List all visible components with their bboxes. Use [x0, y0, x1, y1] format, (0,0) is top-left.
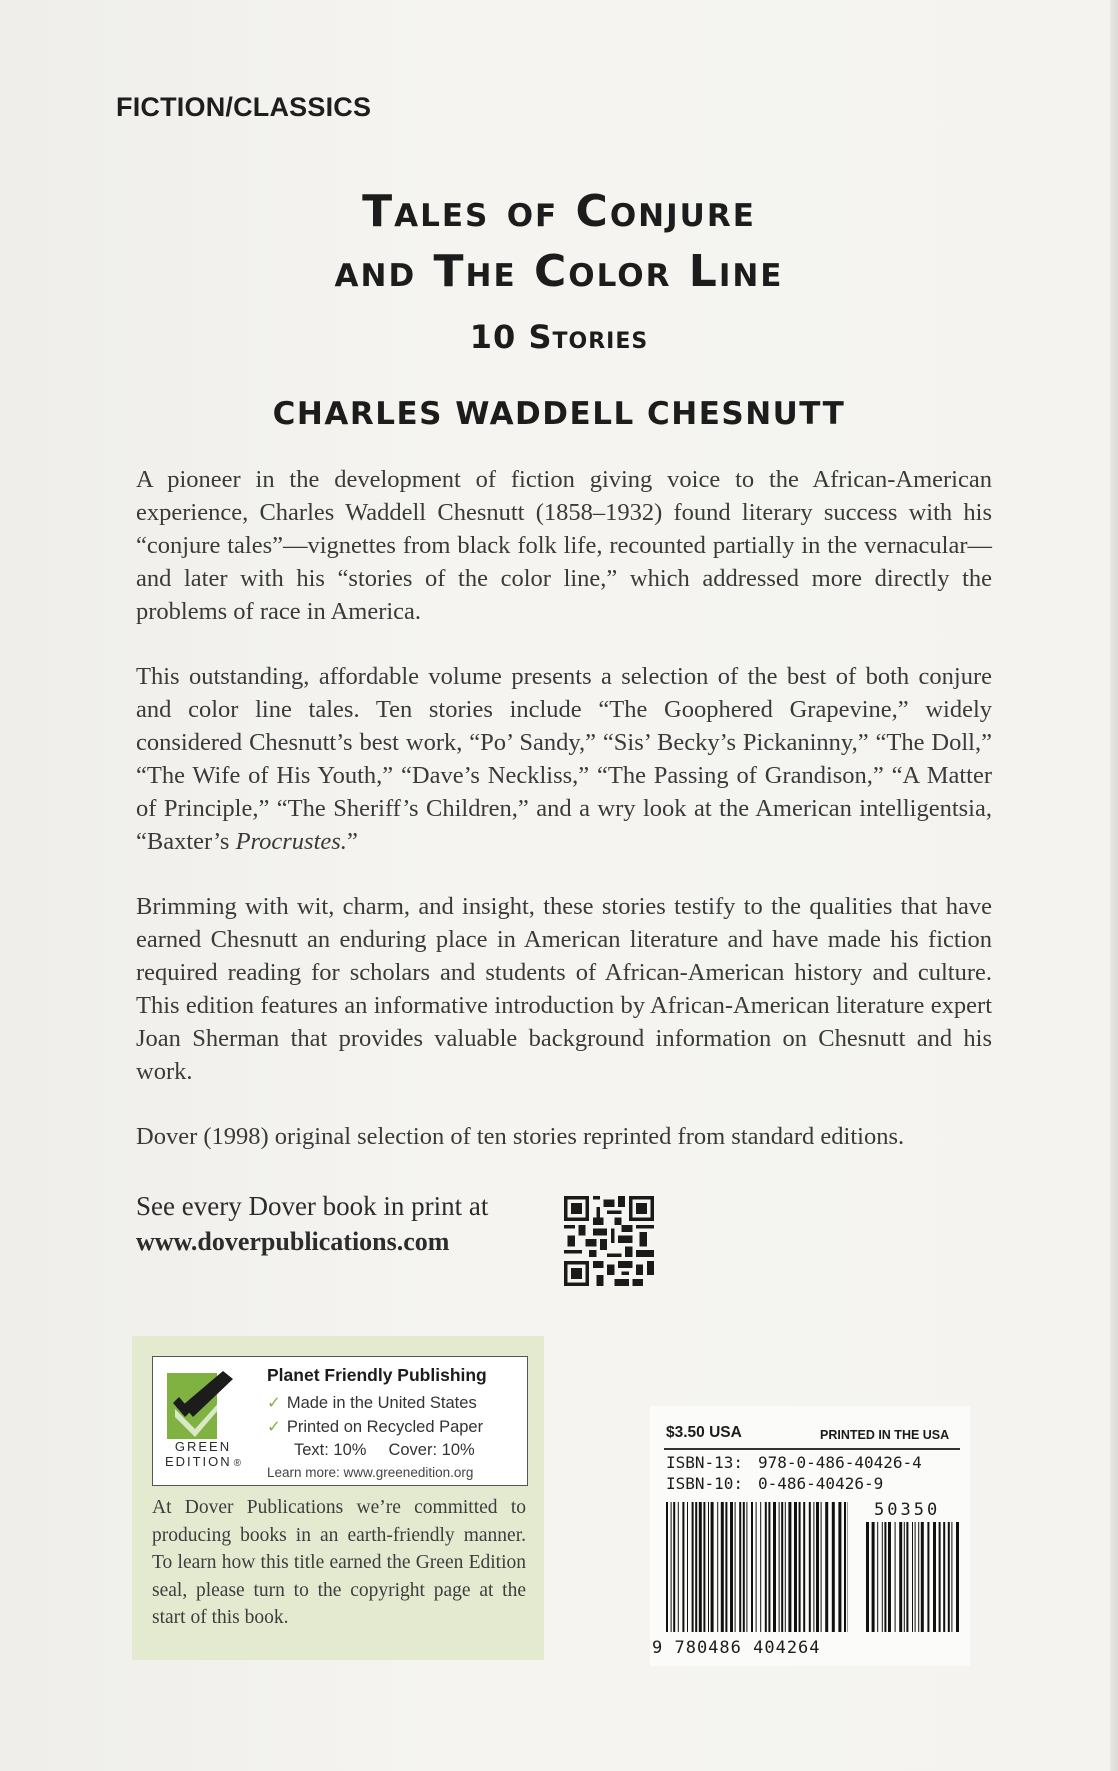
barcode-bar [692, 1502, 694, 1632]
barcode-bar [956, 1522, 959, 1632]
barcode-bar [751, 1502, 753, 1632]
barcode-bar [768, 1502, 770, 1632]
barcode-bar [906, 1522, 908, 1632]
see-every-text: See every Dover book in print at [136, 1191, 489, 1221]
printed-in-usa: PRINTED IN THE USA [820, 1428, 950, 1442]
barcode-bar [813, 1502, 814, 1632]
barcode-bar [844, 1502, 846, 1632]
barcode-bar [687, 1502, 688, 1632]
barcode-bar [918, 1522, 919, 1632]
isbn-13-value: 978-0-486-40426-4 [758, 1453, 922, 1472]
barcode-bar [788, 1502, 791, 1632]
barcode-bar [743, 1502, 745, 1632]
barcode-bar [821, 1502, 822, 1632]
barcode-bar [794, 1502, 797, 1632]
cover-percentage: Cover: 10% [388, 1441, 475, 1459]
barcode-bar [666, 1502, 668, 1632]
seal-heading: Planet Friendly Publishing [267, 1365, 487, 1385]
barcode-bar [899, 1522, 902, 1632]
barcode-bar [671, 1502, 672, 1632]
barcode-bar [933, 1522, 936, 1632]
barcode-bar [809, 1502, 811, 1632]
barcode-bar [877, 1522, 878, 1632]
green-edition-paragraph: At Dover Publications we’re committed to producing books in an earth-friendly manner. To learn how this title earned the Green Edition seal, please turn to the copyright page at the start of this book. [152, 1497, 526, 1628]
seal-line-1-text: Made in the United States [286, 1394, 477, 1412]
barcode-bar [721, 1502, 724, 1632]
barcode-bar [882, 1522, 883, 1632]
isbn-13 [666, 1453, 922, 1472]
barcode-addon-number: 50350 [874, 1500, 941, 1520]
barcode-bar [803, 1502, 805, 1632]
barcode-bar [739, 1502, 741, 1632]
barcode-bar [699, 1502, 702, 1632]
barcode-bar [948, 1522, 950, 1632]
barcode-bar [927, 1522, 929, 1632]
website-link[interactable]: www.doverpublications.com [136, 1227, 450, 1256]
barcode-bar [735, 1502, 736, 1632]
author-name: CHARLES WADDELL CHESNUTT [272, 396, 846, 432]
barcode-bar [888, 1522, 891, 1632]
barcode-bar [708, 1502, 709, 1632]
barcode-panel [650, 1406, 970, 1666]
logo-word-edition [161, 1454, 245, 1471]
check-icon: ✓ [267, 1394, 281, 1412]
edition-note: Dover (1998) original selection of ten stories reprinted from standard editions. [136, 1123, 905, 1150]
barcode-bar [951, 1522, 952, 1632]
isbn-10-value: 0-486-40426-9 [758, 1474, 884, 1493]
registered-mark: ® [233, 1458, 242, 1469]
barcode-bar [773, 1502, 776, 1632]
ean-number: 9 780486 404264 [652, 1638, 821, 1658]
description-paragraph-3: Brimming with wit, charm, and insight, these stories testify to the qualities that have earned Chesnutt an enduring place in American literature and have made his fiction required reading for scholars and students of African-American history and culture. This edition features an informative introduction by African-American literature expert Joan Sherman that provides valuable background information on Chesnutt and his work. [136, 893, 992, 1085]
category-label: FICTION/CLASSICS [116, 92, 372, 122]
logo-word-green: GREEN [174, 1439, 232, 1454]
barcode-bar [673, 1502, 675, 1632]
barcode-bar [756, 1502, 757, 1632]
book-title-line-2: and The Color Line [334, 246, 784, 297]
learn-more-link[interactable]: Learn more: www.greenedition.org [267, 1465, 474, 1480]
barcode-bar [703, 1502, 705, 1632]
barcode-bar [921, 1522, 924, 1632]
green-edition-panel [132, 1336, 544, 1660]
book-title-line-1: Tales of Conjure [362, 186, 756, 237]
price: $3.50 USA [666, 1424, 742, 1441]
isbn-10-label: ISBN-10: [666, 1474, 744, 1493]
ean-barcode [666, 1502, 848, 1632]
barcode-bar [915, 1522, 916, 1632]
barcode-bar [799, 1502, 801, 1632]
barcode-bar [730, 1502, 733, 1632]
barcode-bar [682, 1502, 684, 1632]
barcode-bar [765, 1502, 767, 1632]
barcode-bar [785, 1502, 786, 1632]
barcode-bar [746, 1502, 747, 1632]
barcode-bar [816, 1502, 819, 1632]
barcode-bar [825, 1502, 828, 1632]
barcode-bar [939, 1522, 941, 1632]
description-paragraph-2 [136, 660, 992, 858]
seal-line-2-text: Printed on Recycled Paper [286, 1418, 484, 1436]
text-percentage: Text: 10% [294, 1441, 367, 1459]
barcode-bar [866, 1522, 869, 1632]
qr-code[interactable] [564, 1196, 654, 1286]
barcode-bar [838, 1502, 841, 1632]
barcode-bar [779, 1502, 780, 1632]
barcode-bar [711, 1502, 714, 1632]
seal-line-recycled [267, 1417, 483, 1437]
check-icon: ✓ [267, 1418, 281, 1436]
barcode-bar [832, 1502, 835, 1632]
barcode-bar [943, 1522, 945, 1632]
description-paragraph-1: A pioneer in the development of fiction giving voice to the African-American experience, Charles Waddell Chesnutt (1858–1932) found literary success with his “conjure tales”—vignettes from black folk life, recounted partially in the vernacular—and later with his “stories of the color line,” which addressed more directly the problems of race in America. [136, 466, 992, 625]
barcode-bar [781, 1502, 783, 1632]
barcode-bar [725, 1502, 727, 1632]
closing-quote: ” [346, 828, 358, 855]
barcode-bar [695, 1502, 697, 1632]
barcode-bar [678, 1502, 679, 1632]
barcode-bar [895, 1522, 896, 1632]
barcode-bar [904, 1522, 905, 1632]
barcode-bar [912, 1522, 913, 1632]
seal-line-percentages [267, 1441, 475, 1460]
seal-line-made-in-us [267, 1393, 477, 1413]
dover-promo [136, 1188, 488, 1260]
green-edition-logo-text [161, 1439, 245, 1471]
logo-edition-label: EDITION [164, 1454, 232, 1469]
isbn-13-label: ISBN-13: [666, 1453, 744, 1472]
paragraph-2-text: This outstanding, affordable volume presents a selection of the best of both conjure and color line tales. Ten stories include “The Goophered Grapevine,” widely considered Chesnutt’s best work, “Po’ Sandy,” “Sis’ Becky’s Pickaninny,” “The Doll,” “The Wife of His Youth,” “Dave’s Neckliss,” “The Passing of Grandison,” “A Matter of Principle,” “The Sheriff’s Children,” and a wry look at the American intelligentsia, “Baxter’s [136, 663, 992, 855]
isbn-10 [666, 1474, 883, 1493]
barcode-bar [760, 1502, 761, 1632]
barcode-bar [884, 1522, 886, 1632]
green-edition-seal [152, 1356, 528, 1486]
addon-barcode [866, 1522, 960, 1632]
barcode-bar [717, 1502, 718, 1632]
book-subtitle: 10 Stories [469, 318, 649, 356]
italic-title: Procrustes. [235, 828, 347, 855]
barcode-bar [872, 1522, 875, 1632]
divider [664, 1448, 960, 1450]
